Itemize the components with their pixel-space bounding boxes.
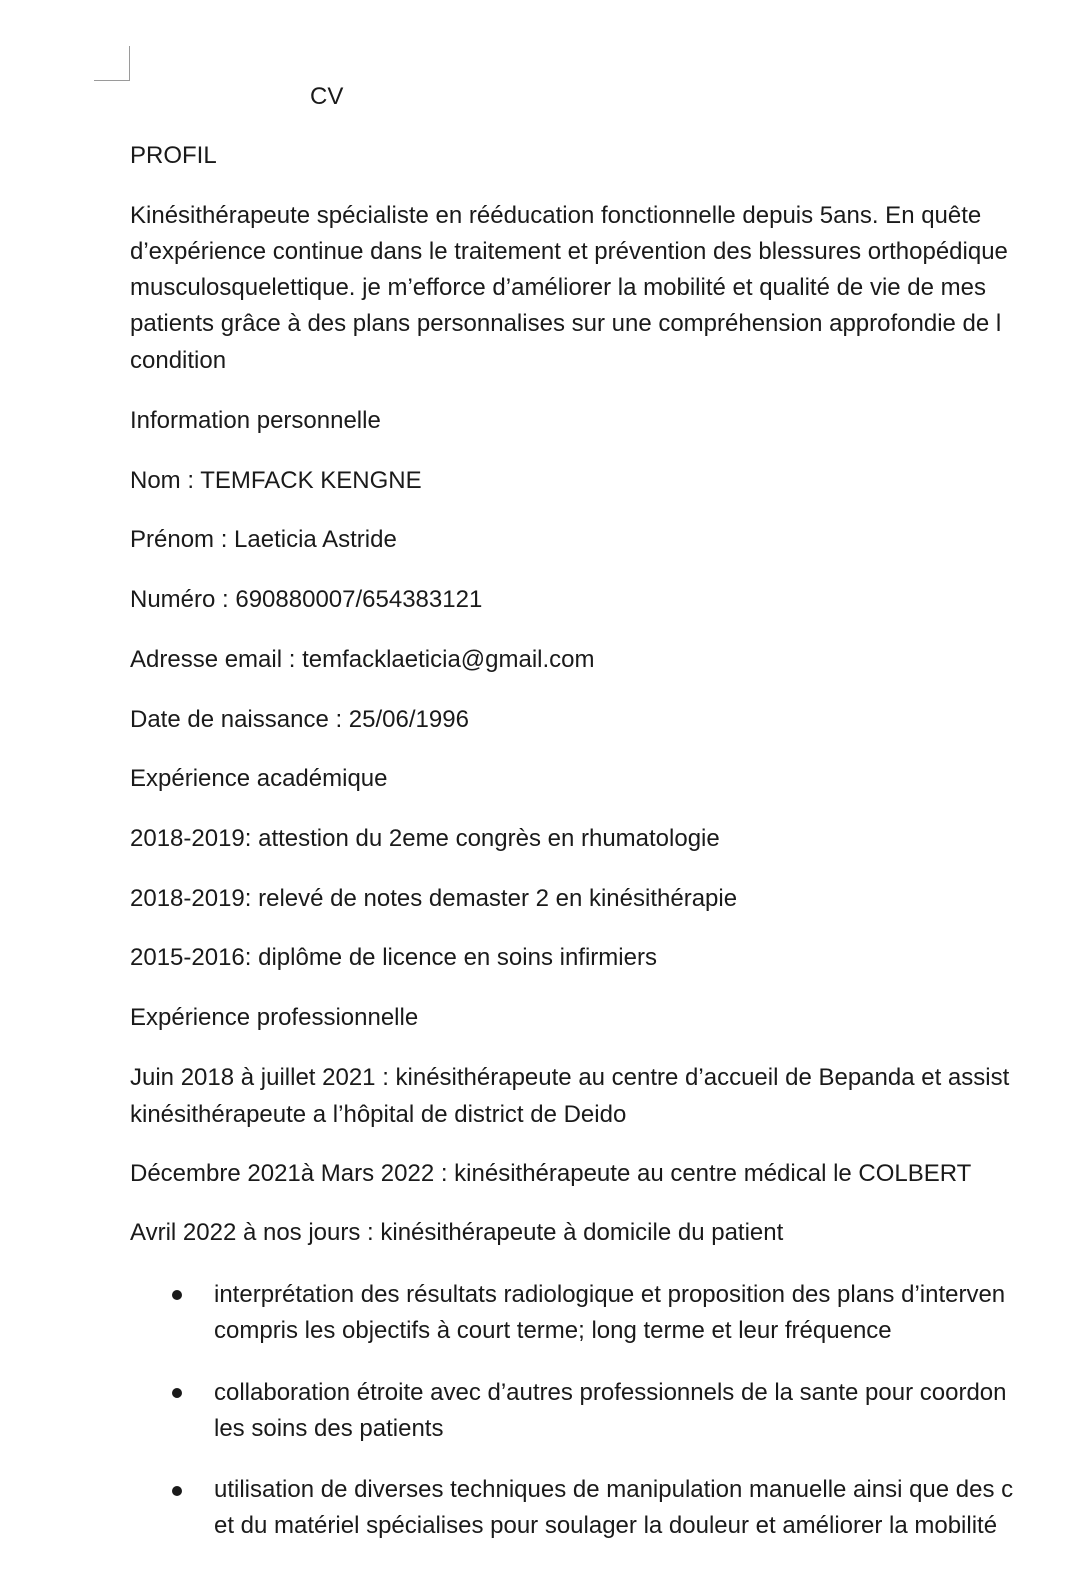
bullet-icon [172, 1290, 182, 1300]
bullet-item-line: compris les objectifs à court terme; long terme et leur fréquence [214, 1317, 892, 1344]
profile-text-line: d’expérience continue dans le traitement et prévention des blessures orthopédique [130, 238, 1008, 265]
bullet-item-line: utilisation de diverses techniques de manipulation manuelle ainsi que des c [214, 1476, 1014, 1503]
bullet-item-line: et du matériel spécialises pour soulager la douleur et améliorer la mobilité [214, 1512, 998, 1539]
academic-item: 2015-2016: diplôme de licence en soins infirmiers [130, 944, 657, 971]
academic-heading: Expérience académique [130, 765, 388, 792]
bullet-icon [172, 1486, 182, 1496]
bullet-item-line: collaboration étroite avec d’autres professionnels de la sante pour coordon [214, 1379, 1007, 1406]
bullet-item-line: interprétation des résultats radiologique et proposition des plans d’interven [214, 1281, 1006, 1308]
job-entry: Avril 2022 à nos jours : kinésithérapeute à domicile du patient [130, 1219, 784, 1246]
bullet-icon [172, 1388, 182, 1398]
personal-info-heading: Information personnelle [130, 407, 381, 434]
profile-text-line: Kinésithérapeute spécialiste en rééducation fonctionnelle depuis 5ans. En quête [130, 202, 982, 229]
profile-text-line: musculosquelettique. je m’efforce d’améliorer la mobilité et qualité de vie de mes [130, 274, 986, 301]
profile-text-line: condition [130, 347, 227, 374]
profile-text-line: patients grâce à des plans personnalises sur une compréhension approfondie de l [130, 310, 1002, 337]
job-entry-line: kinésithérapeute a l’hôpital de district de Deido [130, 1101, 627, 1128]
document-title: CV [310, 83, 344, 110]
bullet-item-line: les soins des patients [214, 1415, 444, 1442]
personal-birthdate: Date de naissance : 25/06/1996 [130, 706, 469, 733]
job-entry-line: Juin 2018 à juillet 2021 : kinésithérapeute au centre d’accueil de Bepanda et assist [130, 1064, 1010, 1091]
personal-nom: Nom : TEMFACK KENGNE [130, 467, 422, 494]
page-corner-mark [94, 46, 130, 81]
professional-heading: Expérience professionnelle [130, 1004, 419, 1031]
academic-item: 2018-2019: attestion du 2eme congrès en rhumatologie [130, 825, 720, 852]
personal-numero: Numéro : 690880007/654383121 [130, 586, 483, 613]
personal-prenom: Prénom : Laeticia Astride [130, 526, 397, 553]
personal-email: Adresse email : temfacklaeticia@gmail.com [130, 646, 595, 673]
academic-item: 2018-2019: relevé de notes demaster 2 en kinésithérapie [130, 885, 738, 912]
document-page [130, 0, 1080, 1585]
job-entry: Décembre 2021à Mars 2022 : kinésithérapeute au centre médical le COLBERT [130, 1160, 972, 1187]
profile-heading: PROFIL [130, 142, 217, 169]
